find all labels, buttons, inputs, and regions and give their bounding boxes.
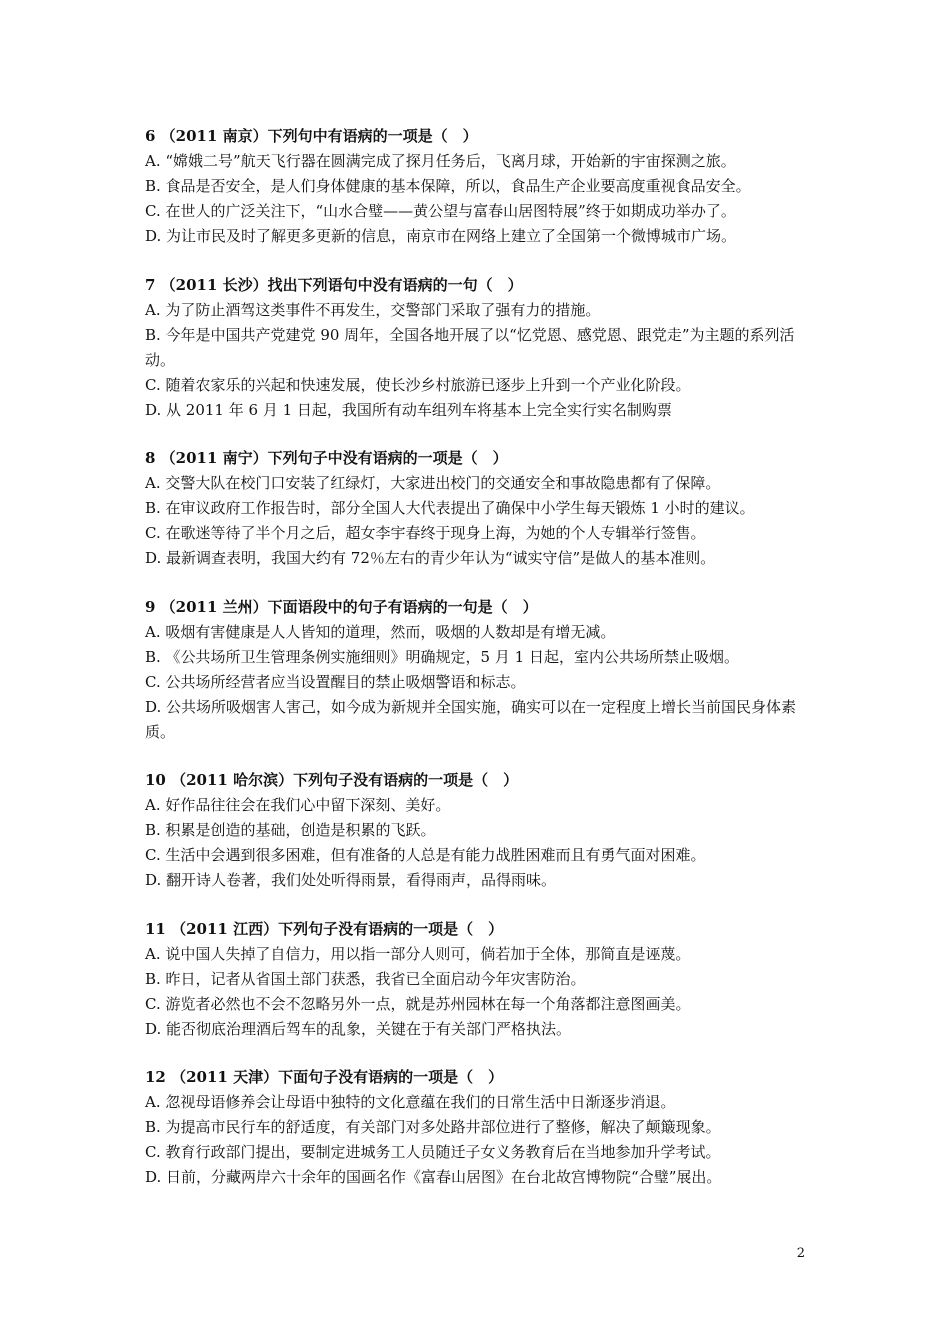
option-d: D. 公共场所吸烟害人害己，如今成为新规并全国实施，确实可以在一定程度上增长当前国民身体素质。 [145, 697, 797, 741]
question-9 [145, 595, 815, 745]
option-a: A. 说中国人失掉了自信力，用以指一部分人则可，倘若加于全体，那简直是诬蔑。 [145, 944, 691, 963]
question-12 [145, 1065, 815, 1190]
option-c: C. 生活中会遇到很多困难，但有准备的人总是有能力战胜困难而且有勇气面对困难。 [145, 846, 706, 864]
question-10 [145, 768, 815, 893]
option-b: B. 为提高市民行车的舒适度，有关部门对多处路井部位进行了整修，解决了颠簸现象。 [145, 1118, 721, 1136]
question-title: 9 （2011 兰州）下面语段中的句子有语病的一句是（ ） [145, 597, 538, 616]
page-number: 2 [796, 1246, 805, 1261]
question-title: 7 （2011 长沙）找出下列语句中没有语病的一句（ ） [145, 275, 523, 294]
option-a: A. 交警大队在校门口安装了红绿灯，大家进出校门的交通安全和事故隐患都有了保障。 [145, 474, 721, 492]
option-a: A. 吸烟有害健康是人人皆知的道理，然而，吸烟的人数却是有增无减。 [145, 622, 616, 641]
option-d: D. 为让市民及时了解更多更新的信息，南京市在网络上建立了全国第一个微博城市广场。 [145, 227, 737, 245]
option-b: B. 《公共场所卫生管理条例实施细则》明确规定，5 月 1 日起，室内公共场所禁止吸烟。 [145, 647, 739, 666]
option-a: A. 为了防止酒驾这类事件不再发生，交警部门采取了强有力的措施。 [145, 300, 601, 319]
question-6 [145, 124, 815, 249]
option-d: D. 最新调查表明，我国大约有 72％左右的青少年认为“诚实守信”是做人的基本准则。 [145, 549, 716, 567]
option-d: D. 能否彻底治理酒后驾车的乱象，关键在于有关部门严格执法。 [145, 1019, 572, 1038]
option-d: D. 日前，分藏两岸六十余年的国画名作《富春山居图》在台北故宫博物院“合璧”展出。 [145, 1168, 722, 1186]
question-7 [145, 273, 815, 423]
option-b: B. 今年是中国共产党建党 90 周年，全国各地开展了以“忆党恩、感党恩、跟党走”为主题的系列活动。 [145, 325, 795, 369]
option-a: A. 好作品往往会在我们心中留下深刻、美好。 [145, 796, 451, 814]
option-b: B. 积累是创造的基础，创造是积累的飞跃。 [145, 821, 436, 839]
option-b: B. 昨日，记者从省国土部门获悉，我省已全面启动今年灾害防治。 [145, 969, 586, 988]
option-c: C. 游览者必然也不会不忽略另外一点，就是苏州园林在每一个角落都注意图画美。 [145, 994, 691, 1013]
option-d: D. 翻开诗人卷著，我们处处听得雨景，看得雨声，品得雨味。 [145, 871, 557, 889]
question-title: 11 （2011 江西）下列句子没有语病的一项是（ ） [145, 919, 504, 938]
option-c: C. 教育行政部门提出，要制定进城务工人员随迁子女义务教育后在当地参加升学考试。 [145, 1143, 721, 1161]
option-c: C. 随着农家乐的兴起和快速发展，使长沙乡村旅游已逐步上升到一个产业化阶段。 [145, 375, 691, 394]
option-c: C. 在歌迷等待了半个月之后，超女李宇春终于现身上海，为她的个人专辑举行签售。 [145, 524, 706, 542]
question-title: 8 （2011 南宁）下列句子中没有语病的一项是（ ） [145, 449, 508, 467]
option-c: C. 公共场所经营者应当设置醒目的禁止吸烟警语和标志。 [145, 672, 526, 691]
option-c: C. 在世人的广泛关注下，“山水合璧——黄公望与富春山居图特展”终于如期成功举办了。 [145, 202, 736, 220]
question-title: 12 （2011 天津）下面句子没有语病的一项是（ ） [145, 1068, 504, 1086]
question-title: 10 （2011 哈尔滨）下列句子没有语病的一项是（ ） [145, 771, 519, 789]
option-b: B. 食品是否安全，是人们身体健康的基本保障，所以，食品生产企业要高度重视食品安全。 [145, 177, 751, 195]
option-d: D. 从 2011 年 6 月 1 日起，我国所有动车组列车将基本上完全实行实名制购票 [145, 400, 672, 419]
question-title: 6 （2011 南京）下列句中有语病的一项是（ ） [145, 127, 478, 145]
question-8 [145, 446, 815, 571]
option-a: A. 忽视母语修养会让母语中独特的文化意蕴在我们的日常生活中日渐逐步消退。 [145, 1093, 676, 1111]
option-a: A. “嫦娥二号”航天飞行器在圆满完成了探月任务后，飞离月球，开始新的宇宙探测之旅。 [145, 152, 736, 170]
document-body [145, 124, 815, 1214]
question-11 [145, 917, 815, 1042]
option-b: B. 在审议政府工作报告时，部分全国人大代表提出了确保中小学生每天锻炼 1 小时的建议。 [145, 499, 755, 517]
